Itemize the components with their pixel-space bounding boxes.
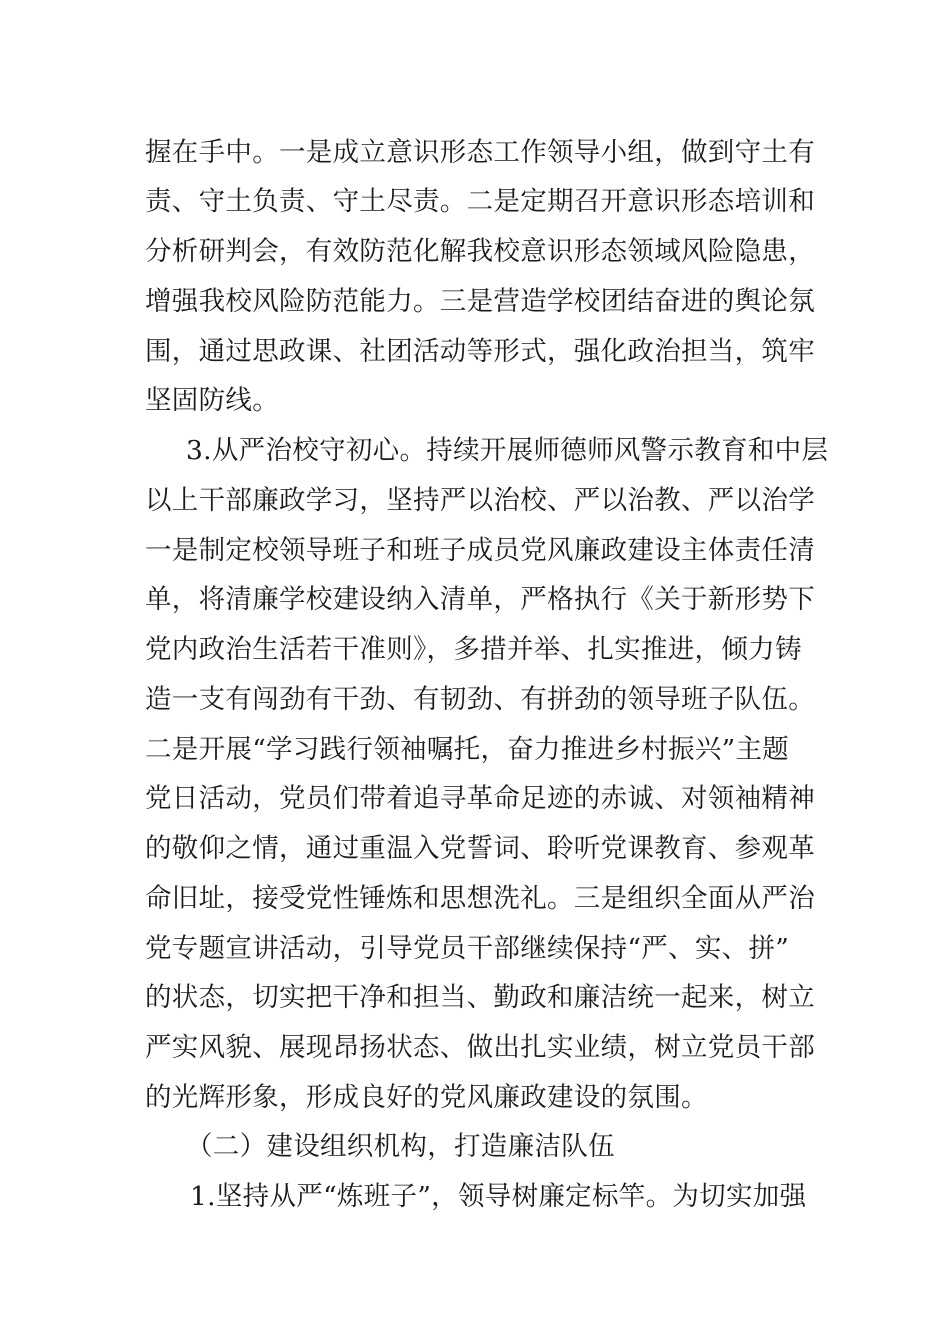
body-text-line: 以上干部廉政学习，坚持严以治校、严以治教、严以治学 bbox=[145, 485, 815, 516]
body-text-line: 严实风貌、展现昂扬状态、做出扎实业绩，树立党员干部 bbox=[145, 1032, 815, 1063]
section-heading-3: 3.从严治校守初心。持续开展师德师风警示教育和中层 bbox=[186, 435, 829, 466]
body-text-line: 坚固防线。 bbox=[145, 385, 279, 416]
body-text-line: 二是开展“学习践行领袖嘱托，奋力推进乡村振兴”主题 bbox=[145, 734, 790, 765]
body-text-line: 责、守土负责、守土尽责。二是定期召开意识形态培训和 bbox=[145, 186, 815, 217]
body-text-line: 的状态，切实把干净和担当、勤政和廉洁统一起来，树立 bbox=[145, 982, 815, 1013]
body-text-line: 单，将清廉学校建设纳入清单，严格执行《关于新形势下 bbox=[145, 584, 815, 615]
body-text-line: 增强我校风险防范能力。三是营造学校团结奋进的舆论氛 bbox=[145, 286, 815, 317]
body-text-line: 党日活动，党员们带着追寻革命足迹的赤诚、对领袖精神 bbox=[145, 783, 815, 814]
body-text-line: 围，通过思政课、社团活动等形式，强化政治担当，筑牢 bbox=[145, 336, 815, 367]
body-text-line: 命旧址，接受党性锤炼和思想洗礼。三是组织全面从严治 bbox=[145, 883, 815, 914]
section-heading-1: 1.坚持从严“炼班子”，领导树廉定标竿。为切实加强 bbox=[190, 1181, 807, 1212]
body-text-line: 党专题宣讲活动，引导党员干部继续保持“严、实、拼” bbox=[145, 933, 790, 964]
body-text-line: 握在手中。一是成立意识形态工作领导小组，做到守土有 bbox=[145, 137, 815, 168]
body-text-line: 造一支有闯劲有干劲、有韧劲、有拼劲的领导班子队伍。 bbox=[145, 684, 815, 715]
section-heading-2: （二）建设组织机构，打造廉洁队伍 bbox=[186, 1131, 615, 1162]
body-text-line: 党内政治生活若干准则》，多措并举、扎实推进，倾力铸 bbox=[145, 634, 802, 665]
body-text-line: 一是制定校领导班子和班子成员党风廉政建设主体责任清 bbox=[145, 535, 815, 566]
body-text-line: 的光辉形象，形成良好的党风廉政建设的氛围。 bbox=[145, 1082, 708, 1113]
body-text-line: 分析研判会，有效防范化解我校意识形态领域风险隐患， bbox=[145, 236, 815, 267]
body-text-line: 的敬仰之情，通过重温入党誓词、聆听党课教育、参观革 bbox=[145, 833, 815, 864]
